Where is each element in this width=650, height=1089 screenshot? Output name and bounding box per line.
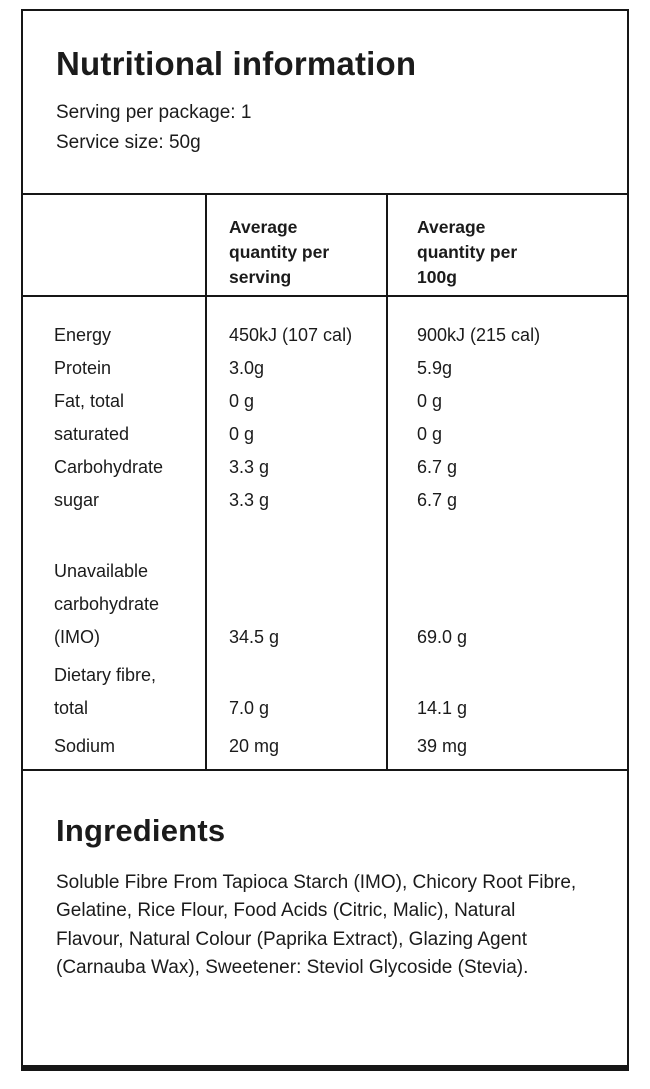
serving-info bbox=[56, 98, 597, 158]
row-label: Protein bbox=[54, 358, 112, 378]
row-label: Carbohydrate bbox=[54, 457, 164, 477]
value-per-100g: 6.7 g bbox=[417, 490, 458, 510]
table-header-per-100g: Average quantity per 100g bbox=[417, 217, 518, 287]
value-per-serving: 7.0 g bbox=[229, 698, 270, 718]
row-label: saturated bbox=[54, 424, 130, 444]
table-header-row bbox=[23, 193, 627, 297]
row-label: Energy bbox=[54, 325, 112, 345]
serving-per-package: Serving per package: 1 bbox=[56, 101, 252, 123]
table-row-protein bbox=[23, 352, 627, 385]
table-row-sugar bbox=[23, 484, 627, 517]
table-row-energy bbox=[23, 297, 627, 352]
value-per-100g: 6.7 g bbox=[417, 457, 458, 477]
value-per-serving: 450kJ (107 cal) bbox=[229, 325, 353, 345]
table-row-unavailable-carbohydrate bbox=[23, 517, 627, 654]
value-per-serving: 34.5 g bbox=[229, 627, 280, 647]
table-row-saturated bbox=[23, 418, 627, 451]
serving-size: Service size: 50g bbox=[56, 131, 201, 153]
table-header-blank bbox=[23, 195, 205, 295]
ingredients-section bbox=[23, 771, 627, 1055]
table-row-dietary-fibre bbox=[23, 654, 627, 725]
table-column-divider bbox=[386, 193, 388, 771]
value-per-100g: 0 g bbox=[417, 424, 443, 444]
table-row-sodium bbox=[23, 725, 627, 763]
value-per-100g: 14.1 g bbox=[417, 698, 468, 718]
table-header-per-serving: Average quantity per serving bbox=[229, 217, 330, 287]
row-label: Sodium bbox=[54, 736, 116, 756]
value-per-serving: 3.3 g bbox=[229, 490, 270, 510]
value-per-serving: 0 g bbox=[229, 424, 255, 444]
table-row-carbohydrate bbox=[23, 451, 627, 484]
value-per-serving: 0 g bbox=[229, 391, 255, 411]
table-row-fat-total bbox=[23, 385, 627, 418]
value-per-serving: 3.0g bbox=[229, 358, 265, 378]
nutrition-label bbox=[21, 9, 629, 1071]
value-per-100g: 900kJ (215 cal) bbox=[417, 325, 541, 345]
value-per-100g: 39 mg bbox=[417, 736, 468, 756]
value-per-100g: 0 g bbox=[417, 391, 443, 411]
row-label: Dietary fibre, total bbox=[54, 665, 157, 718]
value-per-serving: 3.3 g bbox=[229, 457, 270, 477]
row-label: Unavailable carbohydrate (IMO) bbox=[54, 561, 160, 647]
value-per-serving: 20 mg bbox=[229, 736, 280, 756]
ingredients-text: Soluble Fibre From Tapioca Starch (IMO), Chicory Root Fibre, Gelatine, Rice Flour, Food Acids (Citric, Malic), Natural Flavour, Natural Colour (Paprika Extract), Glazing Agent (Carnauba Wax), Sweetener: Steviol Glycoside (Stevia). bbox=[56, 871, 577, 979]
value-per-100g: 69.0 g bbox=[417, 627, 468, 647]
table-body bbox=[23, 297, 627, 771]
nutrition-table bbox=[23, 193, 627, 771]
row-label: Fat, total bbox=[54, 391, 125, 411]
table-column-divider bbox=[205, 193, 207, 771]
row-label: sugar bbox=[54, 490, 100, 510]
page-title: Nutritional information bbox=[56, 45, 417, 82]
value-per-100g: 5.9g bbox=[417, 358, 453, 378]
label-header-section bbox=[23, 11, 627, 193]
ingredients-heading: Ingredients bbox=[56, 813, 226, 848]
